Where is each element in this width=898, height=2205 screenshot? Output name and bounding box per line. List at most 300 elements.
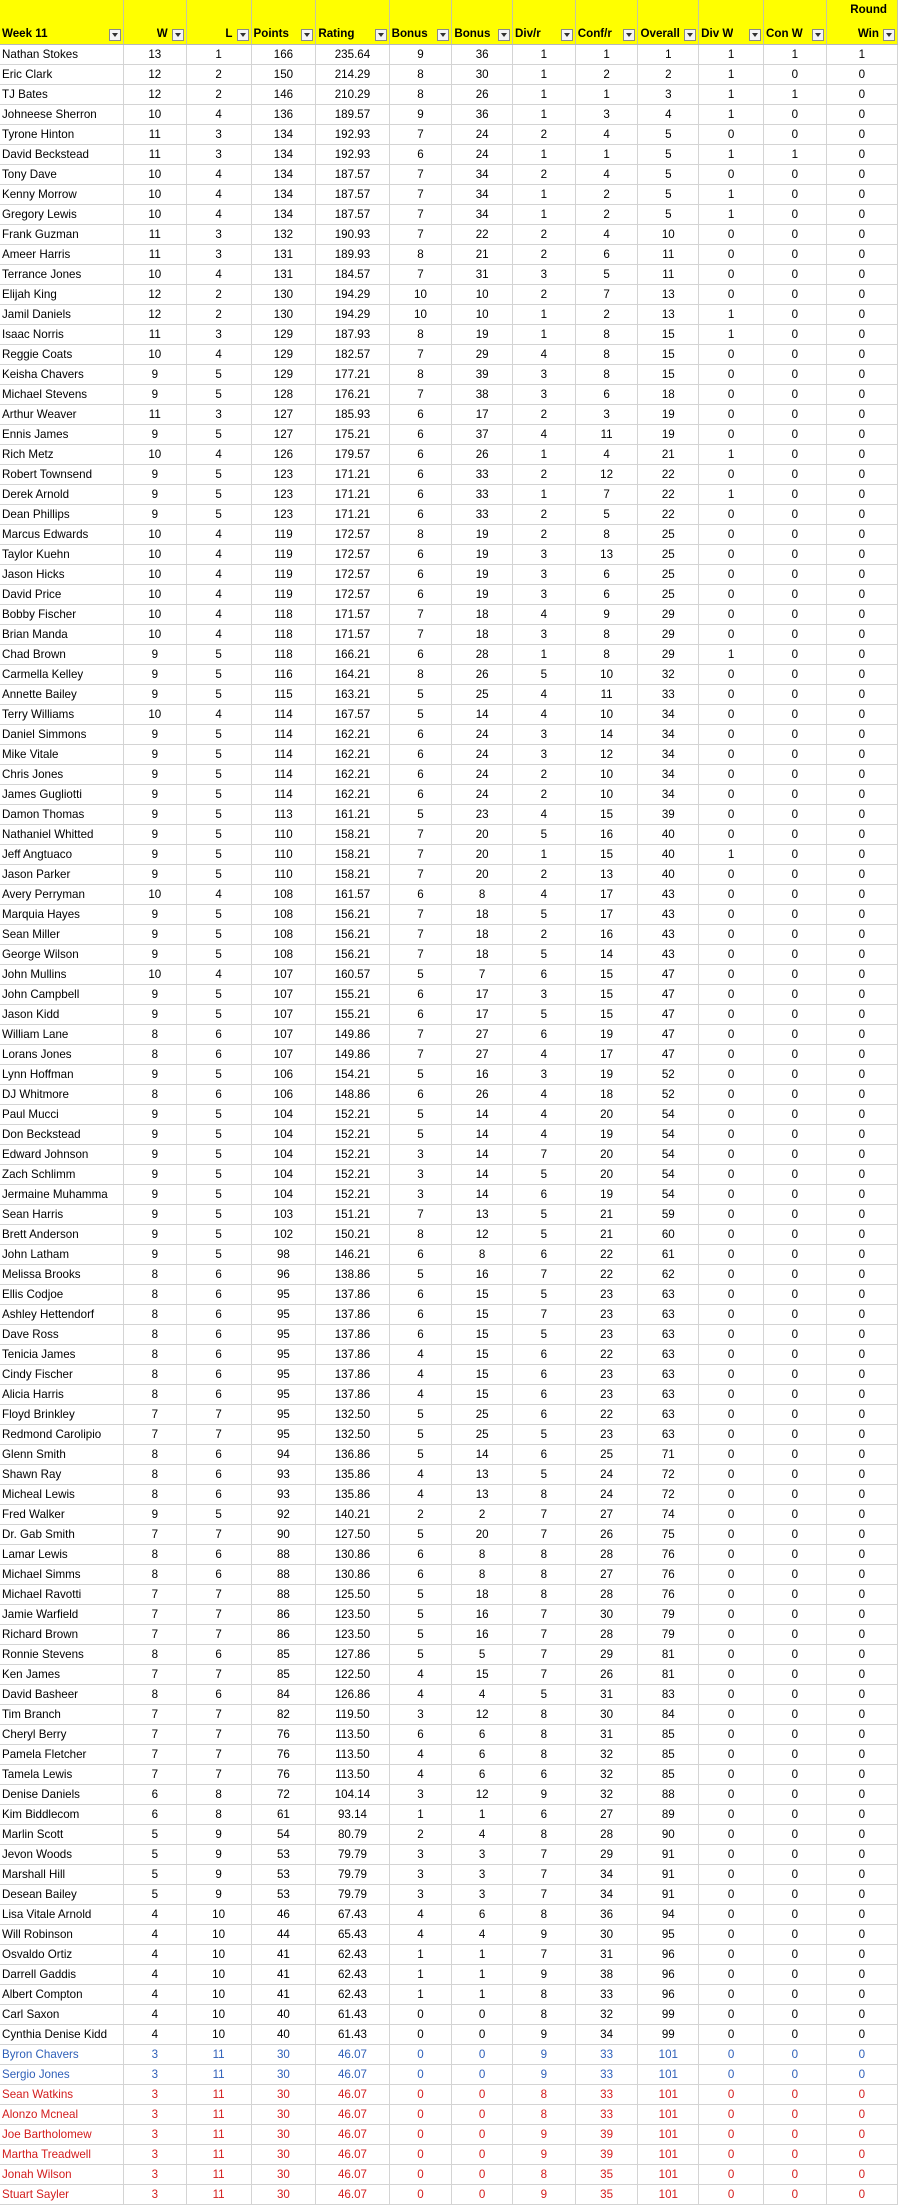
rating-cell[interactable]: 132.50 <box>316 1425 389 1445</box>
overall-rank-cell[interactable]: 40 <box>638 825 699 845</box>
player-name-cell[interactable]: John Mullins <box>0 965 123 985</box>
wins-cell[interactable]: 9 <box>123 1245 186 1265</box>
div-rank-cell[interactable]: 5 <box>512 825 575 845</box>
bonus-total-cell[interactable]: 0 <box>452 2105 513 2125</box>
bonus-cell[interactable]: 7 <box>389 905 452 925</box>
points-cell[interactable]: 134 <box>251 205 316 225</box>
overall-rank-cell[interactable]: 101 <box>638 2085 699 2105</box>
bonus-cell[interactable]: 0 <box>389 2125 452 2145</box>
conf-rank-cell[interactable]: 16 <box>575 825 638 845</box>
overall-rank-cell[interactable]: 89 <box>638 1805 699 1825</box>
points-cell[interactable]: 103 <box>251 1205 316 1225</box>
losses-cell[interactable]: 11 <box>186 2065 251 2085</box>
bonus-cell[interactable]: 8 <box>389 325 452 345</box>
con-win-cell[interactable]: 0 <box>763 1685 826 1705</box>
table-row[interactable] <box>0 2085 898 2105</box>
div-win-cell[interactable]: 0 <box>699 1145 764 1165</box>
wins-cell[interactable]: 8 <box>123 1465 186 1485</box>
conf-rank-cell[interactable]: 2 <box>575 185 638 205</box>
round-win-cell[interactable]: 0 <box>826 825 897 845</box>
rating-cell[interactable]: 184.57 <box>316 265 389 285</box>
wins-cell[interactable]: 4 <box>123 2005 186 2025</box>
div-win-cell[interactable]: 0 <box>699 1545 764 1565</box>
overall-rank-cell[interactable]: 72 <box>638 1465 699 1485</box>
bonus-total-cell[interactable]: 24 <box>452 785 513 805</box>
con-win-cell[interactable]: 0 <box>763 165 826 185</box>
bonus-total-cell[interactable]: 34 <box>452 205 513 225</box>
conf-rank-cell[interactable]: 4 <box>575 225 638 245</box>
table-row[interactable] <box>0 425 898 445</box>
losses-cell[interactable]: 4 <box>186 705 251 725</box>
table-row[interactable] <box>0 1145 898 1165</box>
conf-rank-cell[interactable]: 23 <box>575 1285 638 1305</box>
round-win-cell[interactable]: 0 <box>826 2185 897 2205</box>
overall-rank-cell[interactable]: 40 <box>638 865 699 885</box>
conf-rank-cell[interactable]: 32 <box>575 1785 638 1805</box>
wins-cell[interactable]: 9 <box>123 825 186 845</box>
table-row[interactable] <box>0 2025 898 2045</box>
overall-rank-cell[interactable]: 88 <box>638 1785 699 1805</box>
bonus-total-cell[interactable]: 0 <box>452 2005 513 2025</box>
bonus-cell[interactable]: 0 <box>389 2185 452 2205</box>
round-win-cell[interactable]: 0 <box>826 1085 897 1105</box>
losses-cell[interactable]: 2 <box>186 65 251 85</box>
div-rank-cell[interactable]: 5 <box>512 1205 575 1225</box>
con-win-cell[interactable]: 0 <box>763 605 826 625</box>
div-win-cell[interactable]: 0 <box>699 1605 764 1625</box>
player-name-cell[interactable]: Tamela Lewis <box>0 1765 123 1785</box>
player-name-cell[interactable]: Shawn Ray <box>0 1465 123 1485</box>
wins-cell[interactable]: 10 <box>123 585 186 605</box>
div-rank-cell[interactable]: 3 <box>512 585 575 605</box>
div-rank-cell[interactable]: 3 <box>512 985 575 1005</box>
con-win-cell[interactable]: 0 <box>763 1525 826 1545</box>
points-cell[interactable]: 107 <box>251 1025 316 1045</box>
div-rank-cell[interactable]: 4 <box>512 1105 575 1125</box>
points-cell[interactable]: 113 <box>251 805 316 825</box>
player-name-cell[interactable]: Redmond Carolipio <box>0 1425 123 1445</box>
table-row[interactable] <box>0 345 898 365</box>
div-rank-cell[interactable]: 8 <box>512 1585 575 1605</box>
points-cell[interactable]: 30 <box>251 2145 316 2165</box>
wins-cell[interactable]: 9 <box>123 1125 186 1145</box>
div-rank-cell[interactable]: 2 <box>512 405 575 425</box>
rating-cell[interactable]: 187.57 <box>316 165 389 185</box>
rating-cell[interactable]: 46.07 <box>316 2085 389 2105</box>
losses-cell[interactable]: 11 <box>186 2165 251 2185</box>
points-cell[interactable]: 123 <box>251 485 316 505</box>
points-cell[interactable]: 102 <box>251 1225 316 1245</box>
bonus-total-cell[interactable]: 24 <box>452 145 513 165</box>
rating-cell[interactable]: 46.07 <box>316 2145 389 2165</box>
points-cell[interactable]: 41 <box>251 1945 316 1965</box>
conf-rank-cell[interactable]: 33 <box>575 2065 638 2085</box>
con-win-cell[interactable]: 0 <box>763 2065 826 2085</box>
losses-cell[interactable]: 6 <box>186 1445 251 1465</box>
points-cell[interactable]: 92 <box>251 1505 316 1525</box>
points-cell[interactable]: 85 <box>251 1665 316 1685</box>
bonus-cell[interactable]: 7 <box>389 1205 452 1225</box>
player-name-cell[interactable]: Dean Phillips <box>0 505 123 525</box>
table-row[interactable] <box>0 1505 898 1525</box>
points-cell[interactable]: 82 <box>251 1705 316 1725</box>
table-row[interactable] <box>0 1825 898 1845</box>
conf-rank-cell[interactable]: 33 <box>575 2105 638 2125</box>
wins-cell[interactable]: 8 <box>123 1645 186 1665</box>
overall-rank-cell[interactable]: 76 <box>638 1585 699 1605</box>
conf-rank-cell[interactable]: 1 <box>575 85 638 105</box>
table-row[interactable] <box>0 1445 898 1465</box>
losses-cell[interactable]: 4 <box>186 605 251 625</box>
bonus-cell[interactable]: 10 <box>389 285 452 305</box>
player-name-cell[interactable]: Ken James <box>0 1665 123 1685</box>
table-row[interactable] <box>0 1045 898 1065</box>
conf-rank-cell[interactable]: 2 <box>575 65 638 85</box>
div-win-cell[interactable]: 0 <box>699 1685 764 1705</box>
div-rank-cell[interactable]: 5 <box>512 1285 575 1305</box>
round-win-cell[interactable]: 0 <box>826 1425 897 1445</box>
losses-cell[interactable]: 4 <box>186 885 251 905</box>
points-cell[interactable]: 123 <box>251 465 316 485</box>
wins-cell[interactable]: 4 <box>123 1965 186 1985</box>
round-win-cell[interactable]: 0 <box>826 2165 897 2185</box>
player-name-cell[interactable]: Osvaldo Ortiz <box>0 1945 123 1965</box>
overall-rank-cell[interactable]: 54 <box>638 1125 699 1145</box>
overall-rank-cell[interactable]: 96 <box>638 1985 699 2005</box>
div-win-cell[interactable]: 0 <box>699 2125 764 2145</box>
losses-cell[interactable]: 10 <box>186 1965 251 1985</box>
con-win-cell[interactable]: 0 <box>763 1625 826 1645</box>
wins-cell[interactable]: 8 <box>123 1445 186 1465</box>
div-win-cell[interactable]: 0 <box>699 965 764 985</box>
bonus-total-cell[interactable]: 8 <box>452 885 513 905</box>
round-win-cell[interactable]: 0 <box>826 845 897 865</box>
wins-cell[interactable]: 6 <box>123 1785 186 1805</box>
div-win-cell[interactable]: 0 <box>699 345 764 365</box>
overall-rank-cell[interactable]: 85 <box>638 1725 699 1745</box>
overall-rank-cell[interactable]: 101 <box>638 2105 699 2125</box>
rating-cell[interactable]: 137.86 <box>316 1305 389 1325</box>
bonus-total-cell[interactable]: 10 <box>452 305 513 325</box>
overall-rank-cell[interactable]: 47 <box>638 1005 699 1025</box>
wins-cell[interactable]: 8 <box>123 1305 186 1325</box>
round-win-cell[interactable]: 0 <box>826 1505 897 1525</box>
table-row[interactable] <box>0 1365 898 1385</box>
div-win-cell[interactable]: 0 <box>699 2185 764 2205</box>
round-win-cell[interactable]: 0 <box>826 625 897 645</box>
conf-rank-cell[interactable]: 14 <box>575 945 638 965</box>
player-name-cell[interactable]: Terry Williams <box>0 705 123 725</box>
player-name-cell[interactable]: Don Beckstead <box>0 1125 123 1145</box>
rating-cell[interactable]: 137.86 <box>316 1365 389 1385</box>
wins-cell[interactable]: 10 <box>123 165 186 185</box>
wins-cell[interactable]: 7 <box>123 1605 186 1625</box>
bonus-total-cell[interactable]: 6 <box>452 1765 513 1785</box>
losses-cell[interactable]: 7 <box>186 1525 251 1545</box>
wins-cell[interactable]: 7 <box>123 1405 186 1425</box>
round-win-cell[interactable]: 0 <box>826 1625 897 1645</box>
conf-rank-cell[interactable]: 3 <box>575 405 638 425</box>
points-cell[interactable]: 98 <box>251 1245 316 1265</box>
rating-cell[interactable]: 172.57 <box>316 545 389 565</box>
div-win-cell[interactable]: 0 <box>699 1325 764 1345</box>
div-rank-cell[interactable]: 4 <box>512 425 575 445</box>
bonus-total-cell[interactable]: 15 <box>452 1325 513 1345</box>
overall-rank-cell[interactable]: 22 <box>638 485 699 505</box>
rating-cell[interactable]: 171.21 <box>316 465 389 485</box>
wins-cell[interactable]: 12 <box>123 65 186 85</box>
overall-rank-cell[interactable]: 95 <box>638 1925 699 1945</box>
column-header-rating[interactable] <box>316 0 389 45</box>
rating-cell[interactable]: 156.21 <box>316 945 389 965</box>
bonus-total-cell[interactable]: 22 <box>452 225 513 245</box>
overall-rank-cell[interactable]: 11 <box>638 245 699 265</box>
rating-cell[interactable]: 123.50 <box>316 1625 389 1645</box>
bonus-total-cell[interactable]: 3 <box>452 1865 513 1885</box>
bonus-cell[interactable]: 3 <box>389 1145 452 1165</box>
points-cell[interactable]: 72 <box>251 1785 316 1805</box>
bonus-total-cell[interactable]: 5 <box>452 1645 513 1665</box>
round-win-cell[interactable]: 0 <box>826 2025 897 2045</box>
bonus-cell[interactable]: 5 <box>389 705 452 725</box>
wins-cell[interactable]: 8 <box>123 1085 186 1105</box>
overall-rank-cell[interactable]: 54 <box>638 1185 699 1205</box>
bonus-cell[interactable]: 9 <box>389 45 452 65</box>
losses-cell[interactable]: 5 <box>186 1005 251 1025</box>
div-rank-cell[interactable]: 5 <box>512 1165 575 1185</box>
conf-rank-cell[interactable]: 21 <box>575 1205 638 1225</box>
bonus-total-cell[interactable]: 36 <box>452 45 513 65</box>
losses-cell[interactable]: 10 <box>186 1985 251 2005</box>
rating-cell[interactable]: 113.50 <box>316 1725 389 1745</box>
bonus-cell[interactable]: 10 <box>389 305 452 325</box>
player-name-cell[interactable]: Denise Daniels <box>0 1785 123 1805</box>
losses-cell[interactable]: 5 <box>186 1185 251 1205</box>
round-win-cell[interactable]: 0 <box>826 325 897 345</box>
conf-rank-cell[interactable]: 10 <box>575 705 638 725</box>
rating-cell[interactable]: 138.86 <box>316 1265 389 1285</box>
div-rank-cell[interactable]: 9 <box>512 2125 575 2145</box>
div-win-cell[interactable]: 0 <box>699 465 764 485</box>
wins-cell[interactable]: 9 <box>123 1105 186 1125</box>
div-win-cell[interactable]: 0 <box>699 2085 764 2105</box>
wins-cell[interactable]: 9 <box>123 465 186 485</box>
bonus-cell[interactable]: 8 <box>389 245 452 265</box>
column-header-w[interactable] <box>123 0 186 45</box>
conf-rank-cell[interactable]: 27 <box>575 1565 638 1585</box>
losses-cell[interactable]: 4 <box>186 445 251 465</box>
round-win-cell[interactable]: 0 <box>826 1005 897 1025</box>
div-rank-cell[interactable]: 5 <box>512 665 575 685</box>
rating-cell[interactable]: 125.50 <box>316 1585 389 1605</box>
bonus-cell[interactable]: 8 <box>389 365 452 385</box>
overall-rank-cell[interactable]: 33 <box>638 685 699 705</box>
round-win-cell[interactable]: 0 <box>826 1645 897 1665</box>
table-row[interactable] <box>0 1545 898 1565</box>
wins-cell[interactable]: 9 <box>123 745 186 765</box>
points-cell[interactable]: 134 <box>251 165 316 185</box>
player-name-cell[interactable]: Joe Bartholomew <box>0 2125 123 2145</box>
player-name-cell[interactable]: Rich Metz <box>0 445 123 465</box>
bonus-total-cell[interactable]: 26 <box>452 1085 513 1105</box>
player-name-cell[interactable]: Melissa Brooks <box>0 1265 123 1285</box>
points-cell[interactable]: 110 <box>251 825 316 845</box>
div-win-cell[interactable]: 0 <box>699 1105 764 1125</box>
player-name-cell[interactable]: Jonah Wilson <box>0 2165 123 2185</box>
con-win-cell[interactable]: 0 <box>763 1205 826 1225</box>
losses-cell[interactable]: 8 <box>186 1785 251 1805</box>
table-row[interactable] <box>0 625 898 645</box>
points-cell[interactable]: 132 <box>251 225 316 245</box>
conf-rank-cell[interactable]: 12 <box>575 745 638 765</box>
conf-rank-cell[interactable]: 21 <box>575 1225 638 1245</box>
points-cell[interactable]: 93 <box>251 1485 316 1505</box>
rating-cell[interactable]: 137.86 <box>316 1385 389 1405</box>
round-win-cell[interactable]: 0 <box>826 1045 897 1065</box>
overall-rank-cell[interactable]: 39 <box>638 805 699 825</box>
points-cell[interactable]: 114 <box>251 705 316 725</box>
player-name-cell[interactable]: Desean Bailey <box>0 1885 123 1905</box>
player-name-cell[interactable]: Tyrone Hinton <box>0 125 123 145</box>
points-cell[interactable]: 61 <box>251 1805 316 1825</box>
filter-dropdown-icon[interactable] <box>883 29 895 41</box>
overall-rank-cell[interactable]: 47 <box>638 985 699 1005</box>
bonus-total-cell[interactable]: 19 <box>452 545 513 565</box>
losses-cell[interactable]: 4 <box>186 105 251 125</box>
wins-cell[interactable]: 8 <box>123 1565 186 1585</box>
bonus-cell[interactable]: 6 <box>389 1085 452 1105</box>
wins-cell[interactable]: 9 <box>123 805 186 825</box>
wins-cell[interactable]: 11 <box>123 405 186 425</box>
rating-cell[interactable]: 190.93 <box>316 225 389 245</box>
div-win-cell[interactable]: 0 <box>699 1665 764 1685</box>
div-rank-cell[interactable]: 1 <box>512 445 575 465</box>
player-name-cell[interactable]: Pamela Fletcher <box>0 1745 123 1765</box>
div-win-cell[interactable]: 0 <box>699 1125 764 1145</box>
div-win-cell[interactable]: 1 <box>699 445 764 465</box>
con-win-cell[interactable]: 0 <box>763 2025 826 2045</box>
con-win-cell[interactable]: 0 <box>763 1885 826 1905</box>
overall-rank-cell[interactable]: 25 <box>638 585 699 605</box>
overall-rank-cell[interactable]: 96 <box>638 1945 699 1965</box>
bonus-total-cell[interactable]: 19 <box>452 565 513 585</box>
rating-cell[interactable]: 171.21 <box>316 485 389 505</box>
player-name-cell[interactable]: Marquia Hayes <box>0 905 123 925</box>
conf-rank-cell[interactable]: 38 <box>575 1965 638 1985</box>
overall-rank-cell[interactable]: 11 <box>638 265 699 285</box>
round-win-cell[interactable]: 0 <box>826 525 897 545</box>
rating-cell[interactable]: 235.64 <box>316 45 389 65</box>
div-win-cell[interactable]: 0 <box>699 2005 764 2025</box>
player-name-cell[interactable]: Cynthia Denise Kidd <box>0 2025 123 2045</box>
conf-rank-cell[interactable]: 19 <box>575 1065 638 1085</box>
filter-dropdown-icon[interactable] <box>498 29 510 41</box>
rating-cell[interactable]: 171.57 <box>316 605 389 625</box>
con-win-cell[interactable]: 0 <box>763 505 826 525</box>
conf-rank-cell[interactable]: 27 <box>575 1505 638 1525</box>
conf-rank-cell[interactable]: 6 <box>575 385 638 405</box>
points-cell[interactable]: 114 <box>251 725 316 745</box>
points-cell[interactable]: 90 <box>251 1525 316 1545</box>
conf-rank-cell[interactable]: 2 <box>575 205 638 225</box>
player-name-cell[interactable]: Martha Treadwell <box>0 2145 123 2165</box>
bonus-total-cell[interactable]: 14 <box>452 1125 513 1145</box>
bonus-cell[interactable]: 1 <box>389 1945 452 1965</box>
div-rank-cell[interactable]: 8 <box>512 1485 575 1505</box>
round-win-cell[interactable]: 0 <box>826 65 897 85</box>
player-name-cell[interactable]: Byron Chavers <box>0 2045 123 2065</box>
points-cell[interactable]: 93 <box>251 1465 316 1485</box>
bonus-total-cell[interactable]: 15 <box>452 1285 513 1305</box>
con-win-cell[interactable]: 0 <box>763 845 826 865</box>
table-row[interactable] <box>0 105 898 125</box>
rating-cell[interactable]: 167.57 <box>316 705 389 725</box>
con-win-cell[interactable]: 0 <box>763 485 826 505</box>
bonus-total-cell[interactable]: 19 <box>452 325 513 345</box>
player-name-cell[interactable]: Richard Brown <box>0 1625 123 1645</box>
losses-cell[interactable]: 7 <box>186 1665 251 1685</box>
div-win-cell[interactable]: 1 <box>699 305 764 325</box>
column-header-bonus-1[interactable] <box>389 0 452 45</box>
conf-rank-cell[interactable]: 28 <box>575 1625 638 1645</box>
losses-cell[interactable]: 7 <box>186 1585 251 1605</box>
points-cell[interactable]: 128 <box>251 385 316 405</box>
overall-rank-cell[interactable]: 5 <box>638 145 699 165</box>
player-name-cell[interactable]: Fred Walker <box>0 1505 123 1525</box>
div-win-cell[interactable]: 0 <box>699 1845 764 1865</box>
bonus-cell[interactable]: 4 <box>389 1745 452 1765</box>
bonus-total-cell[interactable]: 18 <box>452 925 513 945</box>
overall-rank-cell[interactable]: 15 <box>638 325 699 345</box>
div-win-cell[interactable]: 0 <box>699 1465 764 1485</box>
losses-cell[interactable]: 6 <box>186 1645 251 1665</box>
wins-cell[interactable]: 9 <box>123 1205 186 1225</box>
points-cell[interactable]: 104 <box>251 1105 316 1125</box>
points-cell[interactable]: 127 <box>251 425 316 445</box>
round-win-cell[interactable]: 0 <box>826 285 897 305</box>
rating-cell[interactable]: 164.21 <box>316 665 389 685</box>
round-win-cell[interactable]: 0 <box>826 345 897 365</box>
points-cell[interactable]: 131 <box>251 245 316 265</box>
rating-cell[interactable]: 152.21 <box>316 1105 389 1125</box>
wins-cell[interactable]: 7 <box>123 1665 186 1685</box>
points-cell[interactable]: 119 <box>251 545 316 565</box>
player-name-cell[interactable]: Jeff Angtuaco <box>0 845 123 865</box>
conf-rank-cell[interactable]: 20 <box>575 1145 638 1165</box>
round-win-cell[interactable]: 0 <box>826 1345 897 1365</box>
player-name-cell[interactable]: Reggie Coats <box>0 345 123 365</box>
table-row[interactable] <box>0 1105 898 1125</box>
wins-cell[interactable]: 7 <box>123 1585 186 1605</box>
points-cell[interactable]: 94 <box>251 1445 316 1465</box>
table-row[interactable] <box>0 1465 898 1485</box>
con-win-cell[interactable]: 0 <box>763 1085 826 1105</box>
points-cell[interactable]: 134 <box>251 185 316 205</box>
bonus-cell[interactable]: 0 <box>389 2065 452 2085</box>
bonus-cell[interactable]: 6 <box>389 745 452 765</box>
round-win-cell[interactable]: 0 <box>826 585 897 605</box>
table-row[interactable] <box>0 1125 898 1145</box>
losses-cell[interactable]: 6 <box>186 1365 251 1385</box>
bonus-cell[interactable]: 3 <box>389 1845 452 1865</box>
div-win-cell[interactable]: 0 <box>699 545 764 565</box>
bonus-cell[interactable]: 2 <box>389 1505 452 1525</box>
table-row[interactable] <box>0 1805 898 1825</box>
wins-cell[interactable]: 10 <box>123 345 186 365</box>
div-rank-cell[interactable]: 7 <box>512 1145 575 1165</box>
points-cell[interactable]: 30 <box>251 2065 316 2085</box>
div-win-cell[interactable]: 0 <box>699 1705 764 1725</box>
